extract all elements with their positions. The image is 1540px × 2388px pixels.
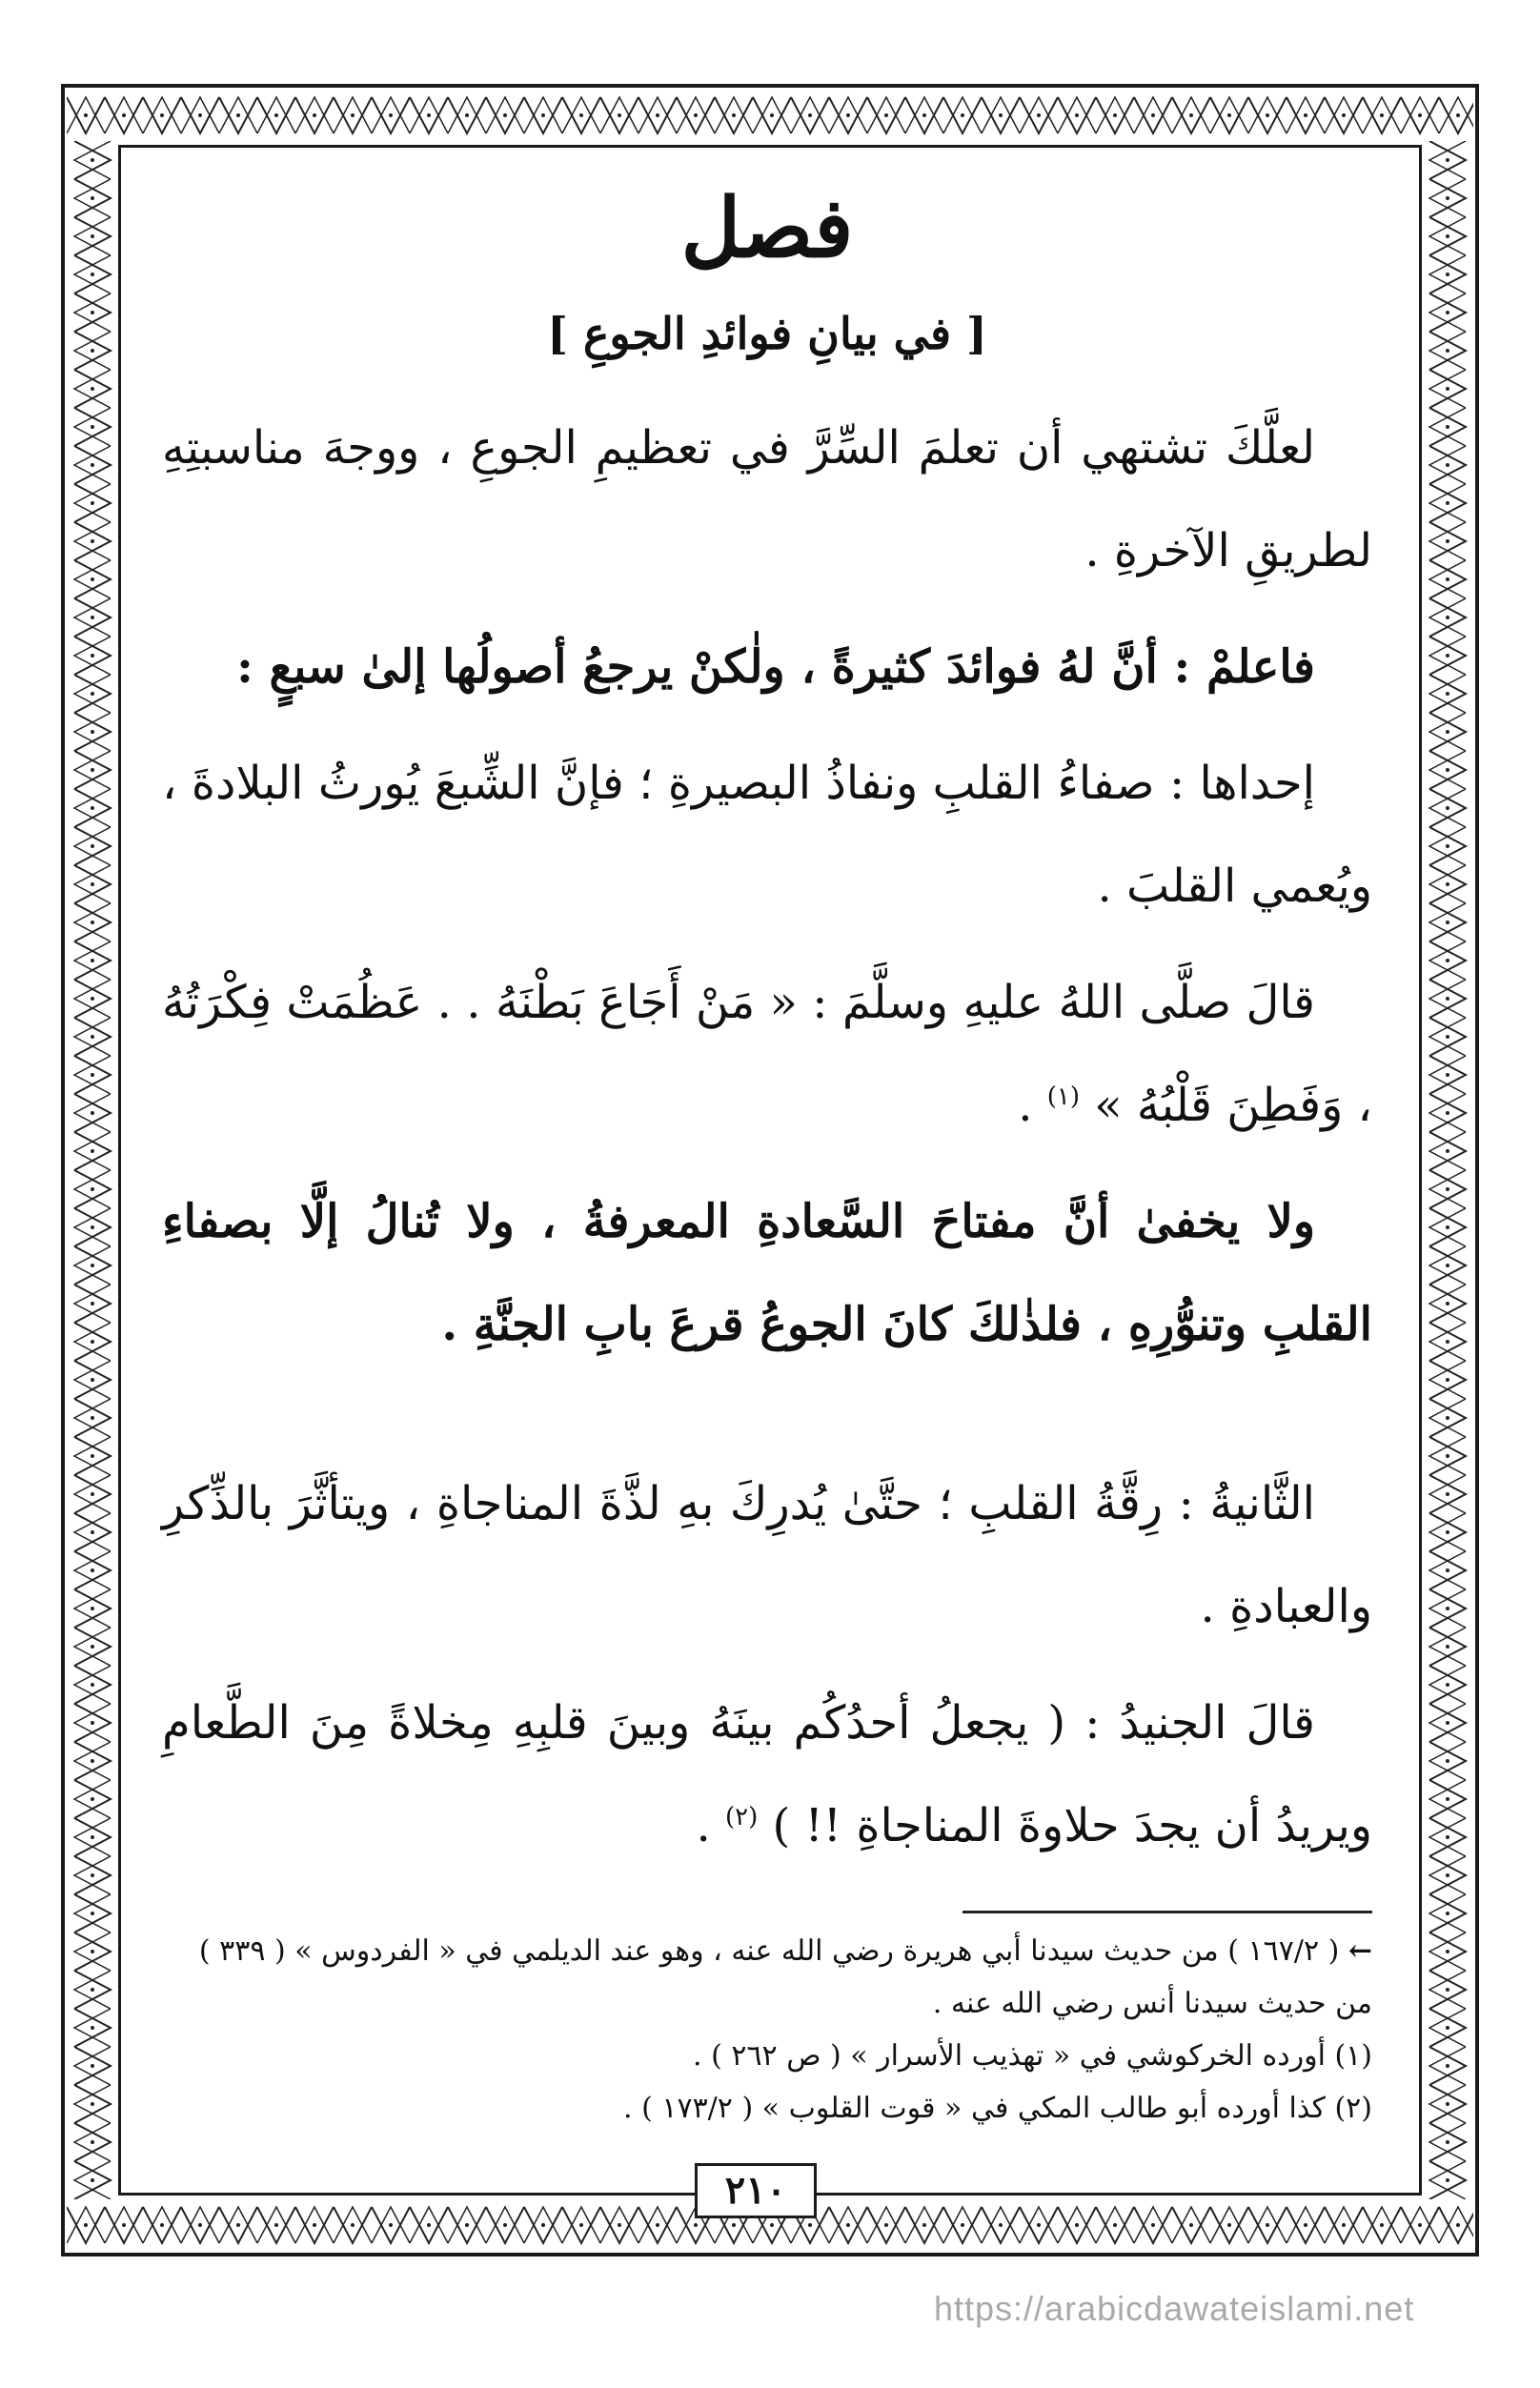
- footnote-2: (٢) كذا أورده أبو طالب المكي في « قوت القلوب » ( ١٧٣/٢ ) .: [623, 2092, 1372, 2125]
- footnote-ref-1: (١): [1046, 1083, 1080, 1111]
- paragraph-6: الثَّانيةُ : رِقَّةُ القلبِ ؛ حتَّىٰ يُدرِكَ بهِ لذَّةَ المناجاةِ ، ويتأثَّرَ بالذِّكرِ والعبادةِ .: [162, 1477, 1372, 1633]
- watermark: https://arabicdawateislami.net: [934, 2289, 1415, 2328]
- paragraph-5: ولا يخفىٰ أنَّ مفتاحَ السَّعادةِ المعرفةُ ، ولا تُنالُ إلَّا بصفاءِ القلبِ وتنوُّرِهِ ، فلذٰلكَ كانَ الجوعُ قرعَ بابِ الجنَّةِ .: [162, 1195, 1372, 1351]
- section-subtitle: [ في بيانِ فوائدِ الجوعِ ]: [547, 308, 987, 359]
- page-body: [162, 172, 1372, 1891]
- paragraph-1: لعلَّكَ تشتهي أن تعلمَ السِّرَّ في تعظيمِ الجوعِ ، ووجهَ مناسبتِهِ لطريقِ الآخرةِ .: [162, 421, 1372, 577]
- continuation-arrow-icon: ←: [1348, 1934, 1372, 1968]
- paragraph-7: قالَ الجنيدُ : ( يجعلُ أحدُكُم بينَهُ وبينَ قلبِهِ مِخلاةً مِنَ الطَّعامِ ويريدُ أن يجدَ حلاوةَ المناجاةِ !! ) $^{(٢)}$ .: [162, 1696, 1372, 1852]
- border-pattern-left: [67, 141, 118, 2199]
- footnote-separator: [962, 1911, 1372, 1913]
- paragraph-3: إحداها : صفاءُ القلبِ ونفاذُ البصيرةِ ؛ فإنَّ الشِّبعَ يُورثُ البلادةَ ، ويُعمي القلبَ .: [162, 757, 1372, 913]
- footnote-1: (١) أورده الخركوشي في « تهذيب الأسرار » ( ص ٢٦٢ ) .: [693, 2039, 1372, 2073]
- page-number: ٢١٠: [695, 2163, 817, 2218]
- footnote-continued: ← ( ١٦٧/٢ ) من حديث سيدنا أبي هريرة رضي الله عنه ، وهو عند الديلمي في « الفردوس » ( ٣٣٩ ) من حديث سيدنا أنس رضي الله عنه .: [198, 1934, 1372, 2020]
- section-heading: فصل: [680, 180, 854, 276]
- border-pattern-top: [67, 90, 1473, 141]
- footnotes: [162, 1925, 1372, 2135]
- footnote-ref-2: (٢): [724, 1803, 759, 1831]
- paragraph-4: قالَ صلَّى اللهُ عليهِ وسلَّمَ : « مَنْ أَجَاعَ بَطْنَهُ . . عَظُمَتْ فِكْرَتُهُ ، وَفَطِنَ قَلْبُهُ » $^{(١)}$ .: [162, 976, 1372, 1132]
- paragraph-2: فاعلمْ : أنَّ لهُ فوائدَ كثيرةً ، ولٰكنْ يرجعُ أصولُها إلىٰ سبعٍ :: [236, 640, 1315, 694]
- border-pattern-right: [1422, 141, 1473, 2199]
